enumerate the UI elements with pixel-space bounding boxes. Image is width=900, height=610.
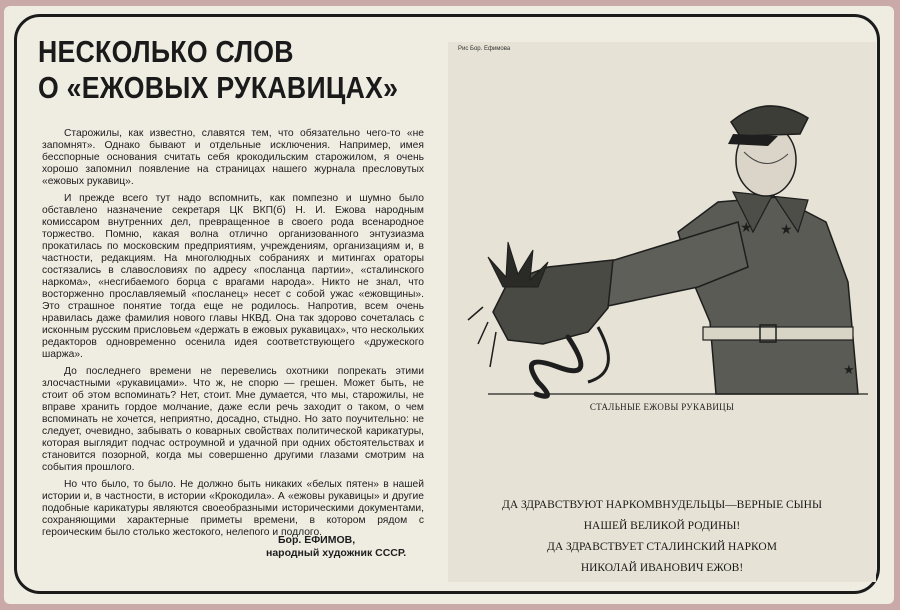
illustration-credit: Рис Бор. Ефимова xyxy=(458,46,511,52)
article-paragraph-4: Но что было, то было. Не должно быть никаких «белых пятен» в нашей истории и, в частности, в истории «Крокодила». А «ежовы рукавицы» и другие подобные карикатуры являются своеобразными историческими документами, сохраняющими характерные приметы времени, в котором рядом с героическим было столько жестокого, нелепого и подлого. xyxy=(42,479,424,538)
slogan-1-line-1: ДА ЗДРАВСТВУЮТ НАРКОМВНУДЕЛЬЦЫ—ВЕРНЫЕ СЫНЫ xyxy=(501,499,823,511)
caricature-illustration xyxy=(448,82,876,402)
greatcoat xyxy=(678,197,858,394)
headline-line-1: НЕСКОЛЬКО СЛОВ xyxy=(38,34,294,69)
author-signature xyxy=(266,534,436,560)
author-name: Бор. ЕФИМОВ, xyxy=(278,534,356,546)
article-headline xyxy=(38,34,398,106)
officer-cap xyxy=(731,106,808,136)
headline-line-2: О «ЕЖОВЫХ РУКАВИЦАХ» xyxy=(38,70,399,105)
article-paragraph-2: И прежде всего тут надо вспомнить, как помпезно и шумно было обставлено назначение секретаря ЦК ВКП(б) Н. И. Ежова народным комиссаром внутренних дел, превращенное в своего рода всенародное торжество. Помню, какая волна отлично организованного энтузиазма прокатилась по московским предприятиям, учреждениям, организациям и, в частности, редакциям. На многолюдных собраниях и митингах ораторы состязались в славословиях по адресу «посланца партии», «сталинского наркома», «несгибаемого борца с врагами народа». Никто не знал, что восторженно прославляемый «посланец» несет с собой ужас «ежовщины». Это страшное понятие тогда еще не родилось. Напротив, всем очень нравилась даже фамилия нового главы НКВД. Она так здорово сочеталась с исконным русским присловьем «держать в ежовых рукавицах», что нескольких редакторов одновременно осенила идея соответствующего «дружеского шаржа». xyxy=(42,193,424,360)
sleeve-star-icon: ★ xyxy=(843,363,855,378)
snake-tail-2 xyxy=(588,327,608,382)
collar-star-right-icon: ★ xyxy=(780,222,793,238)
article-body xyxy=(42,128,424,544)
snake-tail xyxy=(531,337,581,396)
belt xyxy=(703,327,853,340)
slogan-2-line-1: ДА ЗДРАВСТВУЕТ СТАЛИНСКИЙ НАРКОМ xyxy=(547,541,777,553)
drips xyxy=(468,307,496,367)
author-title: народный художник СССР. xyxy=(266,547,407,559)
poster-slogans xyxy=(458,497,866,581)
magazine-page xyxy=(4,6,894,604)
caricature-poster xyxy=(448,42,876,582)
article-paragraph-3: До последнего времени не перевелись охотники попрекать этими злосчастными «рукавицами». Что ж, не спорю — грешен. Может быть, не стоит об этом вспоминать? Нет, стоит. Мне думается, что мы, старожилы, не вправе хранить гордое молчание, даже если речь заходит о таком, о чем вспоминать не хочется, неприятно, досадно, стыдно. Но зато поучительно: не следует, очевидно, забывать о коварных свойствах политической карикатуры, которая выглядит подчас остроумной и удачной при одних обстоятельствах и становится позорной, когда мы совершенно другими глазами смотрим на события прошлого. xyxy=(42,366,424,473)
collar-star-left-icon: ★ xyxy=(740,220,753,236)
crushed-creature xyxy=(488,242,548,287)
article-paragraph-1: Старожилы, как известно, славятся тем, что обязательно чего-то «не запомнят». Однако бывают и отдельные исключения. Например, имея бесспорные основания считать себя крокодильским старожилом, я очень хорошо запомнил появление на страницах нашего журнала пресловутых «ежовых рукавиц». xyxy=(42,128,424,187)
poster-caption: СТАЛЬНЫЕ ЕЖОВЫ РУКАВИЦЫ xyxy=(589,402,735,412)
slogan-1-line-2: НАШЕЙ ВЕЛИКОЙ РОДИНЫ! xyxy=(583,520,741,532)
slogan-2-line-2: НИКОЛАЙ ИВАНОВИЧ ЕЖОВ! xyxy=(580,562,744,574)
